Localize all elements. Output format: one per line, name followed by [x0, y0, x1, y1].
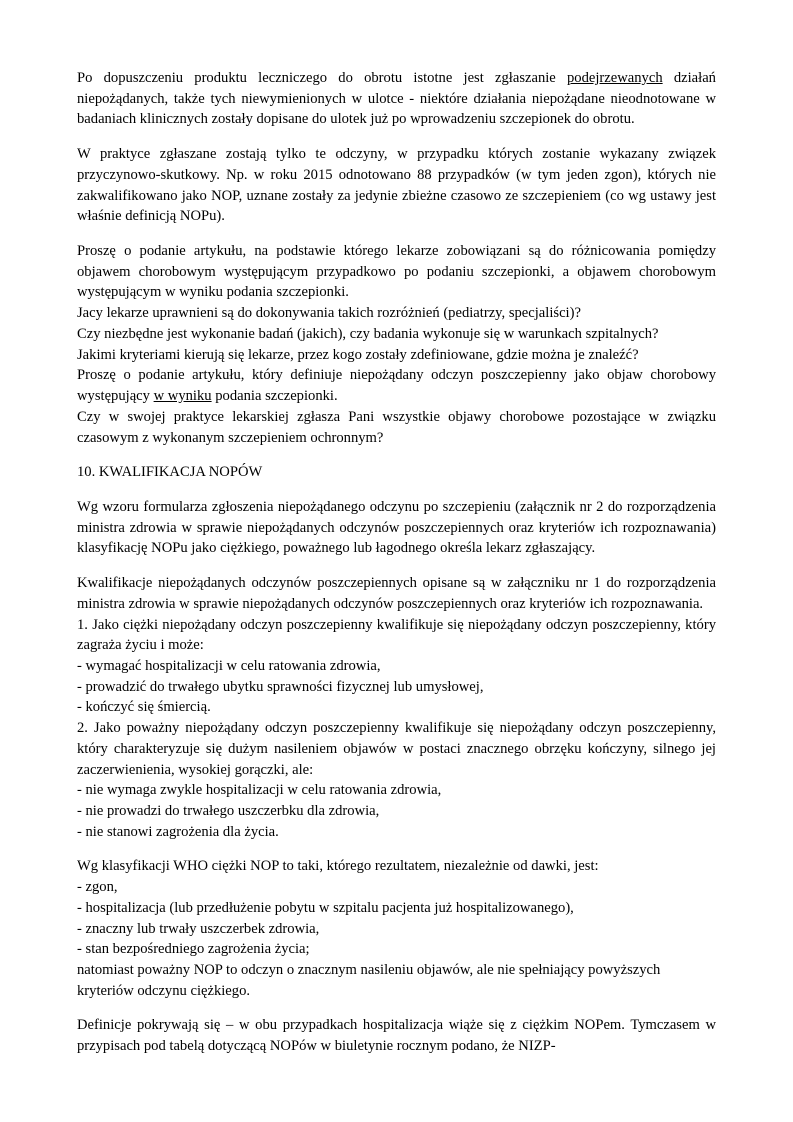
section-heading: 10. KWALIFIKACJA NOPÓW [77, 464, 263, 481]
paragraph-spacer [77, 1001, 716, 1015]
underlined-text: w wyniku [153, 388, 212, 405]
paragraph: Po dopuszczeniu produktu leczniczego do obrotu istotne jest zgłaszanie podejrzewanych działań niepożądanych, także tych niewymienionych w ulotce - niektóre działania niepożądane nieodnotowane w badaniach klinicznych zostały dopisane do ulotek już po wprowadzeniu szczepionek do obrotu. [77, 70, 716, 128]
paragraph-spacer [77, 559, 716, 573]
paragraph: 2. Jako poważny niepożądany odczyn poszczepienny kwalifikuje się niepożądany odczyn poszczepienny, który charakteryzuje się dużym nasileniem objawów w postaci znacznego obrzęku kończyny, silnego jej zaczerwienienia, wysokiej gorączki, ale: [77, 720, 716, 778]
document-body [77, 68, 716, 1057]
paragraph: - hospitalizacja (lub przedłużenie pobytu w szpitalu pacjenta już hospitalizowanego), [77, 899, 574, 916]
paragraph: - nie wymaga zwykle hospitalizacji w celu ratowania zdrowia, [77, 782, 442, 799]
paragraph: - stan bezpośredniego zagrożenia życia; [77, 941, 310, 958]
paragraph: Czy niezbędne jest wykonanie badań (jakich), czy badania wykonuje się w warunkach szpitalnych? [77, 325, 659, 342]
paragraph: Wg wzoru formularza zgłoszenia niepożądanego odczynu po szczepieniu (załącznik nr 2 do rozporządzenia ministra zdrowia w sprawie niepożądanych odczynów poszczepiennych oraz kryteriów ich rozpoznawania) klasyfikację NOPu jako ciężkiego, poważnego lub łagodnego określa lekarz zgłaszający. [77, 498, 716, 557]
paragraph-spacer [77, 842, 716, 856]
paragraph: - nie prowadzi do trwałego uszczerbku dla zdrowia, [77, 803, 380, 819]
paragraph-spacer [77, 130, 716, 144]
paragraph-spacer [77, 227, 716, 241]
paragraph: natomiast poważny NOP to odczyn o znacznym nasileniu objawów, ale nie spełniający powyższych kryteriów odczynu ciężkiego. [77, 962, 661, 999]
underlined-text: podejrzewanych [567, 70, 663, 86]
paragraph: - znaczny lub trwały uszczerbek zdrowia, [77, 920, 320, 937]
paragraph: Kwalifikacje niepożądanych odczynów poszczepiennych opisane są w załączniku nr 1 do rozporządzenia ministra zdrowia w sprawie niepożądanych odczynów poszczepiennych oraz kryteriów ich rozpoznawania. [77, 575, 716, 612]
paragraph: - prowadzić do trwałego ubytku sprawności fizycznej lub umysłowej, [77, 678, 484, 695]
paragraph-spacer [77, 448, 716, 462]
paragraph: Proszę o podanie artykułu, na podstawie którego lekarze zobowiązani są do różnicowania pomiędzy objawem chorobowym występującym przypadkowo po podaniu szczepionki, a objawem chorobowym występującym w wyniku podania szczepionki. [77, 243, 716, 301]
paragraph: Jacy lekarze uprawnieni są do dokonywania takich rozróżnień (pediatrzy, specjaliści)? [77, 305, 581, 322]
paragraph: Jakimi kryteriami kierują się lekarze, przez kogo zostały zdefiniowane, gdzie można je znaleźć? [77, 346, 639, 363]
paragraph: 1. Jako ciężki niepożądany odczyn poszczepienny kwalifikuje się niepożądany odczyn poszczepienny, który zagraża życiu i może: [77, 616, 716, 654]
paragraph: - nie stanowi zagrożenia dla życia. [77, 823, 279, 840]
paragraph: Wg klasyfikacji WHO ciężki NOP to taki, którego rezultatem, niezależnie od dawki, jest: [77, 858, 599, 875]
paragraph: - zgon, [77, 879, 118, 896]
paragraph: Czy w swojej praktyce lekarskiej zgłasza Pani wszystkie objawy chorobowe pozostające w związku czasowym z wykonanym szczepieniem ochronnym? [77, 408, 716, 446]
paragraph: Definicje pokrywają się – w obu przypadkach hospitalizacja wiąże się z ciężkim NOPem. Tymczasem w przypisach pod tabelą dotyczącą NOPów w biuletynie rocznym podano, że NIZP- [77, 1017, 716, 1055]
paragraph: Proszę o podanie artykułu, który definiuje niepożądany odczyn poszczepienny jako objaw chorobowy występujący w wyniku podania szczepionki. [77, 367, 716, 405]
paragraph: W praktyce zgłaszane zostają tylko te odczyny, w przypadku których zostanie wykazany związek przyczynowo-skutkowy. Np. w roku 2015 odnotowano 88 przypadków (w tym jeden zgon), których nie zakwalifikowano jako NOP, uznane zostały za jedynie zbieżne czasowo ze szczepieniem (co wg ustawy jest właśnie definicją NOPu). [77, 146, 716, 225]
paragraph: - wymagać hospitalizacji w celu ratowania zdrowia, [77, 657, 381, 674]
paragraph-spacer [77, 483, 716, 497]
paragraph: - kończyć się śmiercią. [77, 699, 211, 716]
